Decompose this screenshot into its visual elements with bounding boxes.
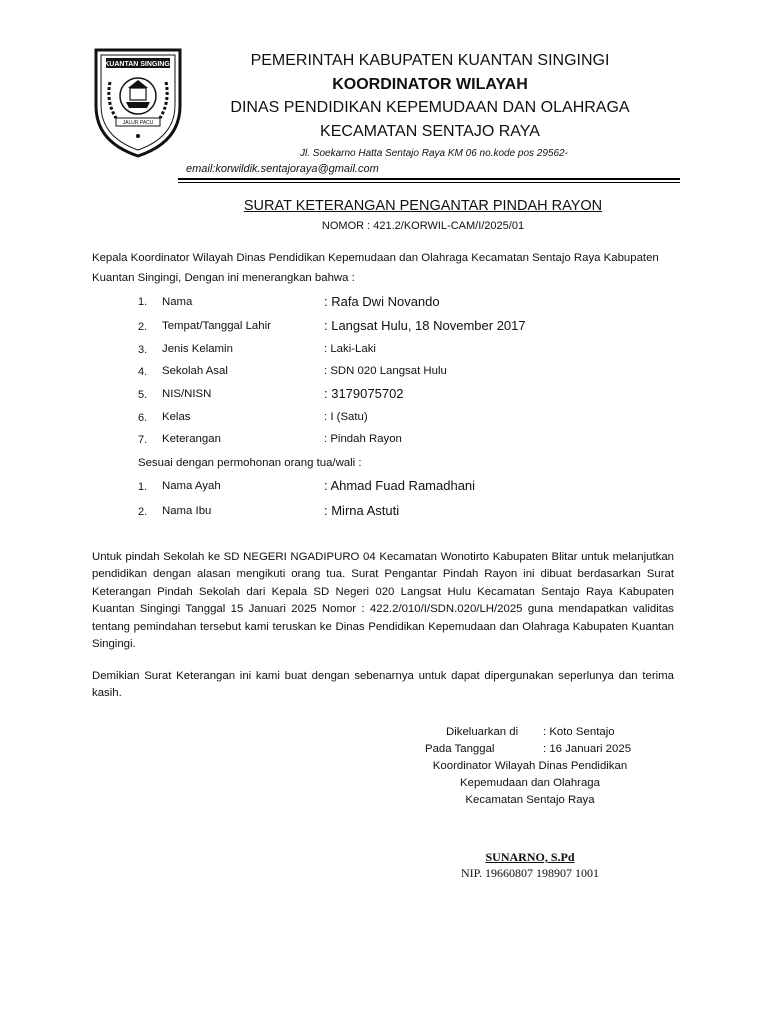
list-item-number: 1. (138, 481, 148, 493)
list-item-number: 3. (138, 344, 148, 356)
list-item-number: 2. (138, 321, 148, 333)
header-divider (178, 178, 680, 180)
list-item-value: : Pindah Rayon (324, 433, 402, 445)
list-item-value: : SDN 020 Langsat Hulu (324, 365, 447, 377)
letter-closing-paragraph: Demikian Surat Keterangan ini kami buat dengan sebenarnya untuk dapat dipergunakan seperlunya dan terima kasih. (92, 670, 674, 700)
kuantan-singingi-emblem-icon (92, 46, 184, 158)
issued-date-value: : 16 Januari 2025 (543, 743, 632, 755)
signatory-office: Kepemudaan dan Olahraga (460, 777, 600, 789)
issued-date-label: Pada Tanggal (425, 743, 495, 755)
header-government: PEMERINTAH KABUPATEN KUANTAN SINGINGI (250, 52, 610, 69)
list-item-label: Jenis Kelamin (162, 343, 233, 355)
signatory-name: SUNARNO, S.Pd (485, 850, 575, 864)
list-item-label: Keterangan (162, 433, 221, 445)
parents-intro: Sesuai dengan permohonan orang tua/wali : (138, 457, 362, 469)
list-item-label: Nama Ayah (162, 480, 221, 492)
header-divider-thin (178, 182, 680, 183)
list-item-value: : Rafa Dwi Novando (324, 294, 440, 309)
list-item-value: : I (Satu) (324, 411, 368, 423)
header-email: email:korwildik.sentajoraya@gmail.com (186, 163, 379, 175)
issued-place-value: : Koto Sentajo (543, 726, 615, 738)
letter-number: NOMOR : 421.2/KORWIL-CAM/I/2025/01 (321, 220, 525, 232)
list-item-number: 1. (138, 296, 148, 308)
signatory-office: Kecamatan Sentajo Raya (465, 794, 595, 806)
list-item-number: 6. (138, 412, 148, 424)
list-item-value: : Ahmad Fuad Ramadhani (324, 478, 476, 493)
list-item-value: : Mirna Astuti (324, 503, 400, 518)
list-item-label: Tempat/Tanggal Lahir (162, 320, 271, 332)
header-department: DINAS PENDIDIKAN KEPEMUDAAN DAN OLAHRAGA (230, 99, 630, 116)
list-item-value: : Langsat Hulu, 18 November 2017 (324, 318, 526, 333)
svg-text:KUANTAN SINGINGI: KUANTAN SINGINGI (104, 61, 172, 68)
header-coordinator: KOORDINATOR WILAYAH (332, 76, 528, 93)
issued-place-label: Dikeluarkan di (446, 726, 519, 738)
header-address: Jl. Soekarno Hatta Sentajo Raya KM 06 no.kode pos 29562- (300, 148, 568, 159)
list-item-label: Nama Ibu (162, 505, 212, 517)
list-item-number: 5. (138, 389, 148, 401)
signatory-nip: NIP. 19660807 198907 1001 (460, 866, 599, 880)
list-item-number: 7. (138, 434, 148, 446)
list-item-label: Sekolah Asal (162, 365, 228, 377)
list-item-label: Kelas (162, 411, 191, 423)
list-item-number: 2. (138, 506, 148, 518)
list-item-label: NIS/NISN (162, 388, 212, 400)
letter-body-paragraph: Untuk pindah Sekolah ke SD NEGERI NGADIPURO 04 Kecamatan Wonotirto Kabupaten Blitar untuk melanjutkan pendidikan dengan alasan mengikuti orang tua. Surat Pengantar Pindah Rayon ini dibuat berdasarkan Surat Keterangan Pindah Sekolah dari Kepala SD Negeri 020 Langsat Hulu Kecamatan Sentajo Raya Kabupaten Kuantan Singingi Tanggal 15 Januari 2025 Nomor : 422.2/010/I/SDN.020/LH/2025 guna mendapatkan validitas tentang pemindahan tersebut kami teruskan ke Dinas Pendidikan Kepemudaan dan Olahraga Kabupaten Kuantan Singingi. (92, 551, 674, 651)
list-item-value: : Laki-Laki (324, 343, 376, 355)
signatory-office: Koordinator Wilayah Dinas Pendidikan (432, 760, 628, 772)
list-item-number: 4. (138, 366, 148, 378)
letter-intro: Kepala Koordinator Wilayah Dinas Pendidikan Kepemudaan dan Olahraga Kecamatan Sentajo Raya Kabupaten Kuantan Singingi, Dengan ini menerangkan bahwa : (92, 252, 659, 284)
list-item-value: : 3179075702 (324, 386, 404, 401)
header-district: KECAMATAN SENTAJO RAYA (320, 123, 540, 140)
svg-text:JALUR PACU: JALUR PACU (122, 120, 154, 126)
list-item-label: Nama (162, 296, 193, 308)
letter-title: SURAT KETERANGAN PENGANTAR PINDAH RAYON (243, 198, 603, 214)
